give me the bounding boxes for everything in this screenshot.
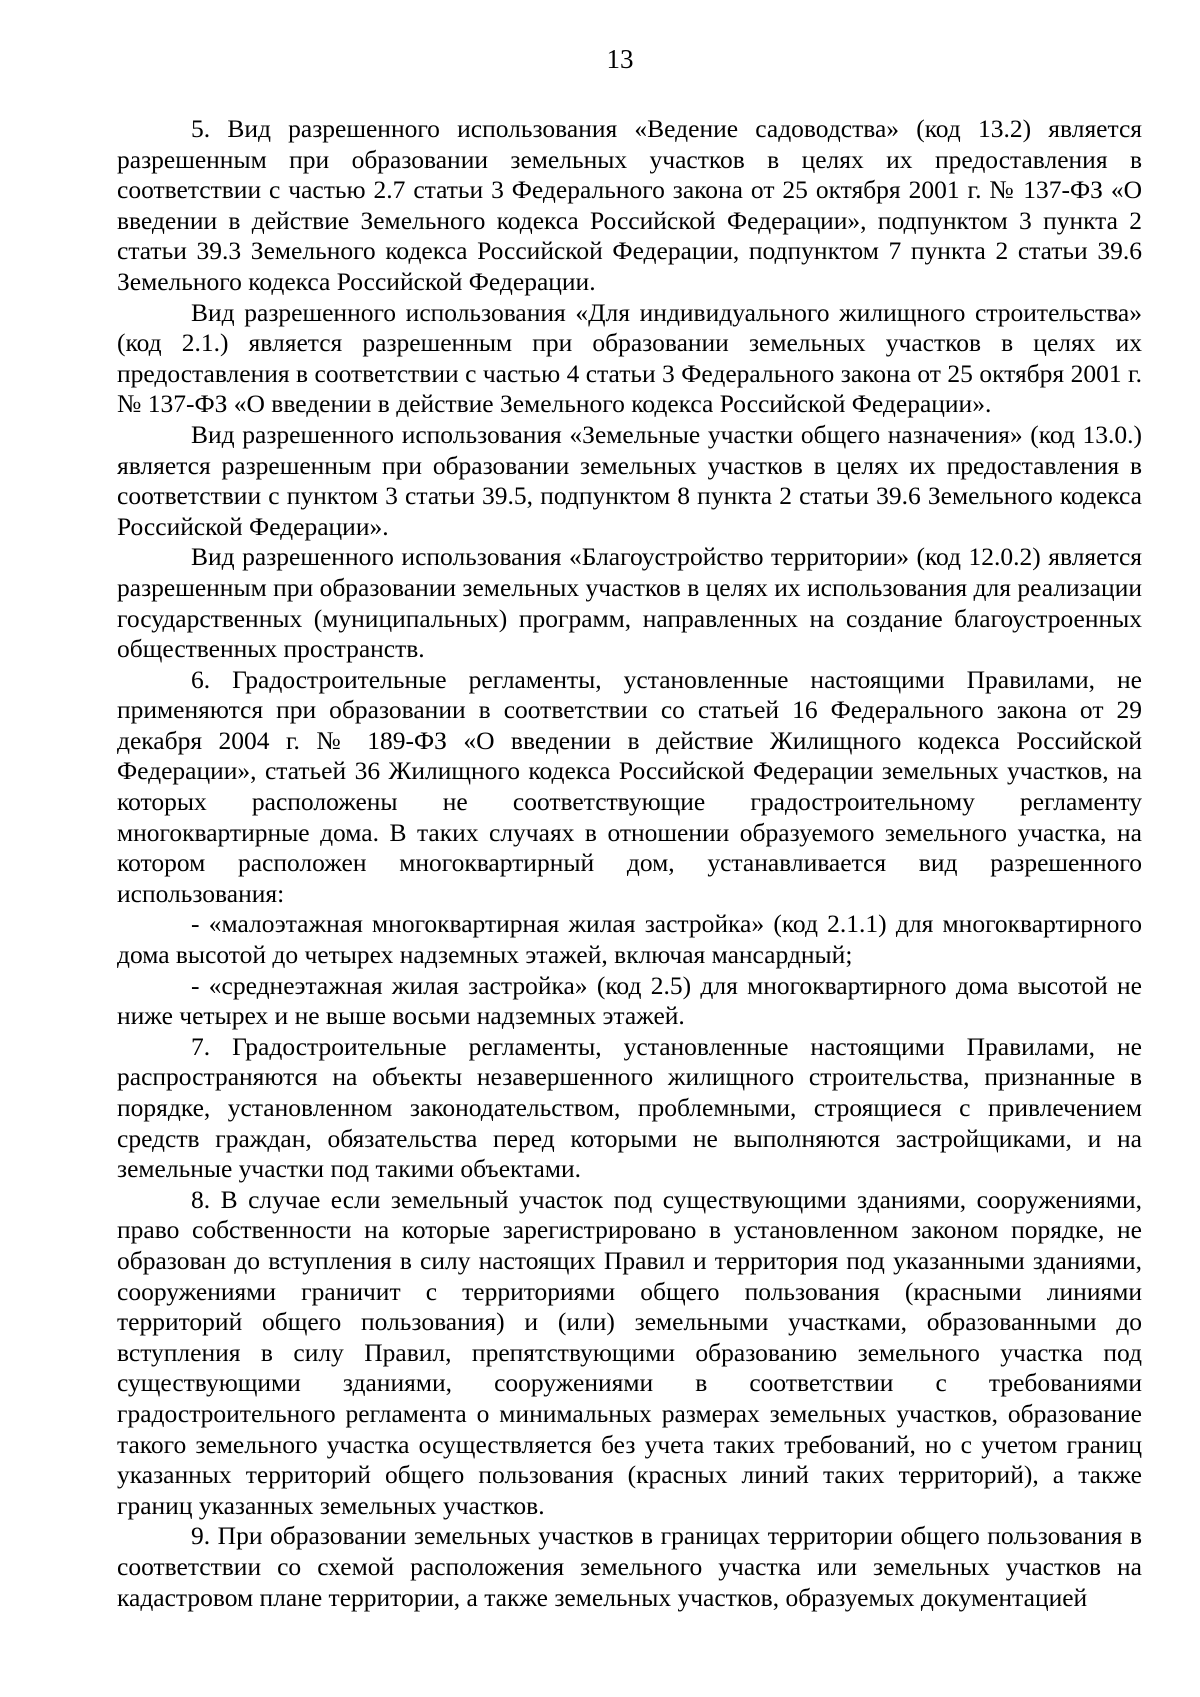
list-item-low-rise: - «малоэтажная многоквартирная жилая застройка» (код 2.1.1) для многоквартирного дома высотой до четырех надземных этажей, включая мансардный; bbox=[117, 909, 1142, 970]
paragraph-9: 9. При образовании земельных участков в границах территории общего пользования в соответствии со схемой расположения земельного участка или земельных участков на кадастровом плане территории, а также земельных участков, образуемых документацией bbox=[117, 1521, 1142, 1612]
paragraph-landscaping: Вид разрешенного использования «Благоустройство территории» (код 12.0.2) является разрешенным при образовании земельных участков в целях их использования для реализации государственных (муниципальных) программ, направленных на создание благоустроенных общественных пространств. bbox=[117, 542, 1142, 664]
paragraph-5: 5. Вид разрешенного использования «Ведение садоводства» (код 13.2) является разрешенным при образовании земельных участков в целях их предоставления в соответствии с частью 2.7 статьи 3 Федерального закона от 25 октября 2001 г. № 137-ФЗ «О введении в действие Земельного кодекса Российской Федерации», подпунктом 3 пункта 2 статьи 39.3 Земельного кодекса Российской Федерации, подпунктом 7 пункта 2 статьи 39.6 Земельного кодекса Российской Федерации. bbox=[117, 114, 1142, 296]
paragraph-6: 6. Градостроительные регламенты, установленные настоящими Правилами, не применяются при образовании в соответствии со статьей 16 Федерального закона от 29 декабря 2004 г. № 189-ФЗ «О введении в действие Жилищного кодекса Российской Федерации», статьей 36 Жилищного кодекса Российской Федерации земельных участков, на которых расположены не соответствующие градостроительному регламенту многоквартирные дома. В таких случаях в отношении образуемого земельного участка, на котором расположен многоквартирный дом, устанавливается вид разрешенного использования: bbox=[117, 664, 1142, 908]
list-item-mid-rise: - «среднеэтажная жилая застройка» (код 2.5) для многоквартирного дома высотой не ниже четырех и не выше восьми надземных этажей. bbox=[117, 970, 1142, 1031]
paragraph-7: 7. Градостроительные регламенты, установленные настоящими Правилами, не распространяются на объекты незавершенного жилищного строительства, признанные в порядке, установленном законодательством, проблемными, строящиеся с привлечением средств граждан, обязательства перед которыми не выполняются застройщиками, и на земельные участки под такими объектами. bbox=[117, 1031, 1142, 1184]
paragraph-8: 8. В случае если земельный участок под существующими зданиями, сооружениями, право собственности на которые зарегистрировано в установленном законом порядке, не образован до вступления в силу настоящих Правил и территория под указанными зданиями, сооружениями граничит с территориями общего пользования (красными линиями территорий общего пользования) и (или) земельными участками, образованными до вступления в силу Правил, препятствующими образованию земельного участка под существующими зданиями, сооружениями в соответствии с требованиями градостроительного регламента о минимальных размерах земельных участков, образование такого земельного участка осуществляется без учета таких требований, но с учетом границ указанных территорий общего пользования (красных линий таких территорий), а также границ указанных земельных участков. bbox=[117, 1184, 1142, 1520]
page-number: 13 bbox=[606, 44, 634, 74]
paragraph-izhs: Вид разрешенного использования «Для индивидуального жилищного строительства» (код 2.1.) является разрешенным при образовании земельных участков в целях их предоставления в соответствии с частью 4 статьи 3 Федерального закона от 25 октября 2001 г. № 137-ФЗ «О введении в действие Земельного кодекса Российской Федерации». bbox=[117, 297, 1142, 419]
document-body bbox=[117, 114, 1142, 1613]
paragraph-common-land: Вид разрешенного использования «Земельные участки общего назначения» (код 13.0.) является разрешенным при образовании земельных участков в целях их предоставления в соответствии с пунктом 3 статьи 39.5, подпунктом 8 пункта 2 статьи 39.6 Земельного кодекса Российской Федерации». bbox=[117, 419, 1142, 541]
